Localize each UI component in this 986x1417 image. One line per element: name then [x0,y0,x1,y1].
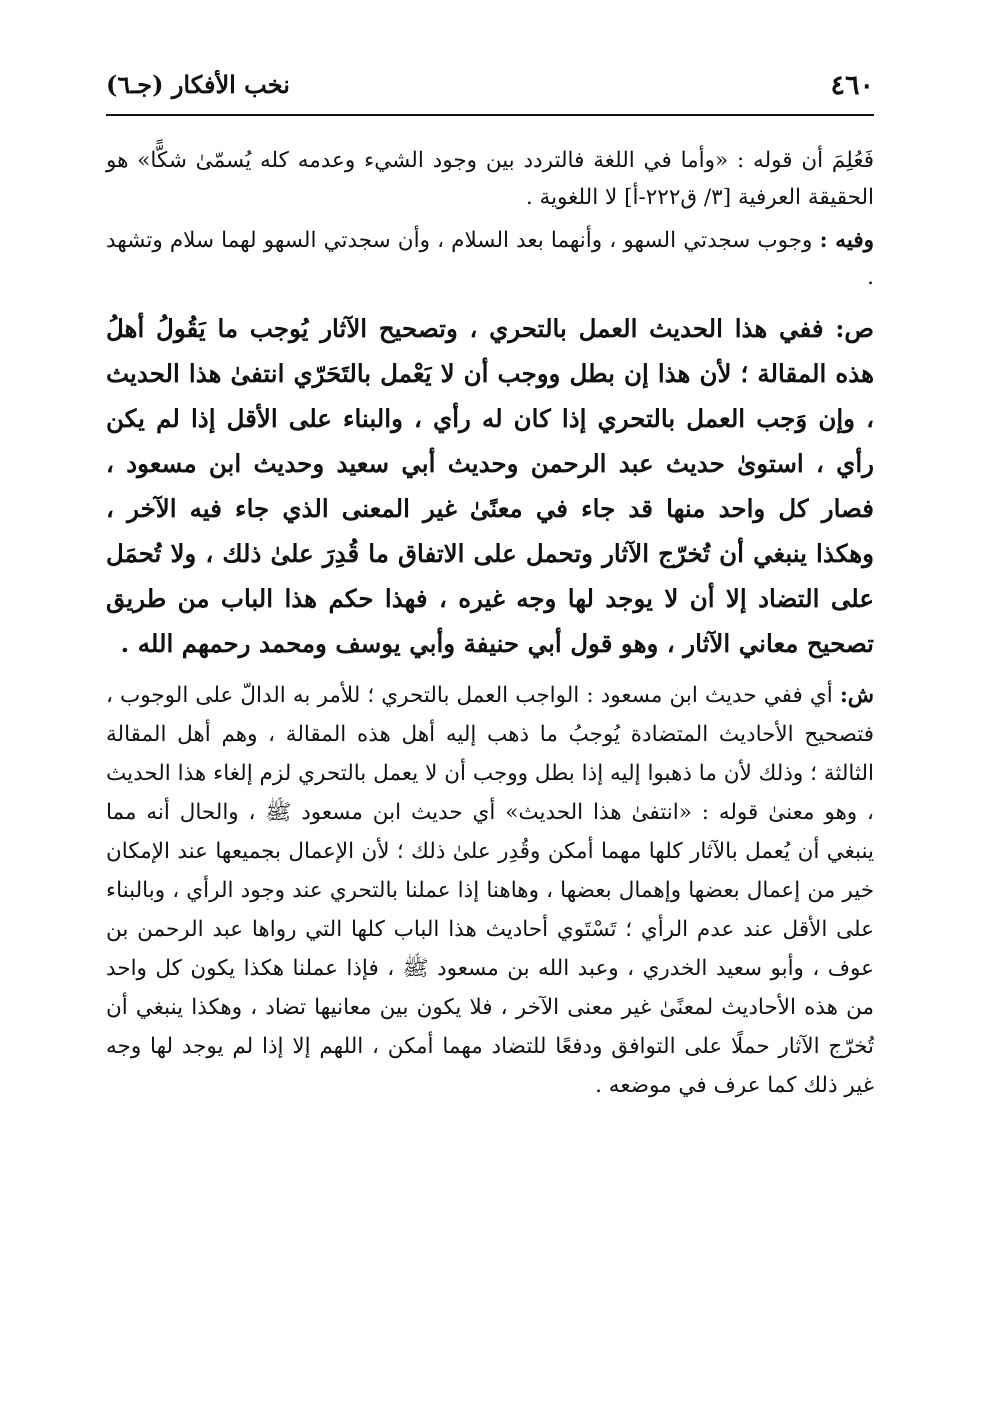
paragraph-text: فَعُلِمَ أن قوله : «وأما في اللغة فالتردد بين وجود الشيء وعدمه كله يُسمّىٰ شكًّا» هو الحقيقة العرفية [٣/ ق٢٢٢-أ] لا اللغوية . [106,148,874,210]
paragraph-text: وجوب سجدتي السهو ، وأنهما بعد السلام ، وأن سجدتي السهو لهما سلام وتشهد . [106,228,874,290]
paragraph-text: ففي هذا الحديث العمل بالتحري ، وتصحيح الآثار يُوجب ما يَقُولُ أهلُ هذه المقالة ؛ لأن هذا إن بطل ووجب أن لا يَعْمل بالتَحَرّي انتفىٰ هذا الحديث ، وإن وَجب العمل بالتحري إذا كان له رأي ، والبناء على الأقل إذا لم يكن رأي ، استوىٰ حديث عبد الرحمن وحديث أبي سعيد وحديث ابن مسعود ، فصار كل واحد منها قد جاء في معنًىٰ غير المعنى الذي جاء فيه الآخر ، وهكذا ينبغي أن تُخرّج الآثار وتحمل على الاتفاق ما قُدِرَ علىٰ ذلك ، ولا تُحمَل على التضاد إلا أن لا يوجد لها وجه غيره ، فهذا حكم هذا الباب من طريق تصحيح معاني الآثار ، وهو قول أبي حنيفة وأبي يوسف ومحمد رحمهم الله . [106,314,874,658]
paragraph-matn [106,306,874,666]
header-divider [106,114,874,116]
paragraph-benefit [106,222,874,296]
page-body [106,142,874,1105]
paragraph-lead: ش: [839,683,874,708]
paragraph-conclusion [106,142,874,216]
paragraph-lead: ص: [835,314,874,343]
paragraph-text: أي ففي حديث ابن مسعود : الواجب العمل بالتحري ؛ للأمر به الدالّ على الوجوب ، فتصحيح الأحاديث المتضادة يُوجبُ ما ذهب إليه أهل هذه المقالة ، وهم أهل المقالة الثالثة ؛ وذلك لأن ما ذهبوا إليه إذا بطل ووجب أن لا يعمل بالتحري لزم إلغاء هذا الحديث ، وهو معنىٰ قوله : «انتفىٰ هذا الحديث» أي حديث ابن مسعود ﷺ ، والحال أنه مما ينبغي أن يُعمل بالآثار كلها مهما أمكن وقُدِر علىٰ ذلك ؛ لأن الإعمال بجميعها عند الإمكان خير من إعمال بعضها وإهمال بعضها ، وهاهنا إذا عملنا بالتحري عند وجود الرأي ، وبالبناء على الأقل عند عدم الرأي ؛ تَسْتَوي أحاديث هذا الباب كلها التي رواها عبد الرحمن بن عوف ، وأبو سعيد الخدري ، وعبد الله بن مسعود ﷺ ، فإذا عملنا هكذا يكون كل واحد من هذه الأحاديث لمعنًىٰ غير معنى الآخر ، فلا يكون بين معانيها تضاد ، وهكذا ينبغي أن تُخرّج الآثار حملًا على التوافق ودفعًا للتضاد مهما أمكن ، اللهم إلا إذا لم يوجد لها وجه غير ذلك كما عرف في موضعه . [106,683,874,1098]
page-number: ٤٦٠ [830,70,874,101]
page-header [106,66,874,110]
book-title: نخب الأفكار (جـ٦) [106,70,290,99]
paragraph-sharh [106,676,874,1105]
paragraph-lead: وفيه : [819,228,874,253]
